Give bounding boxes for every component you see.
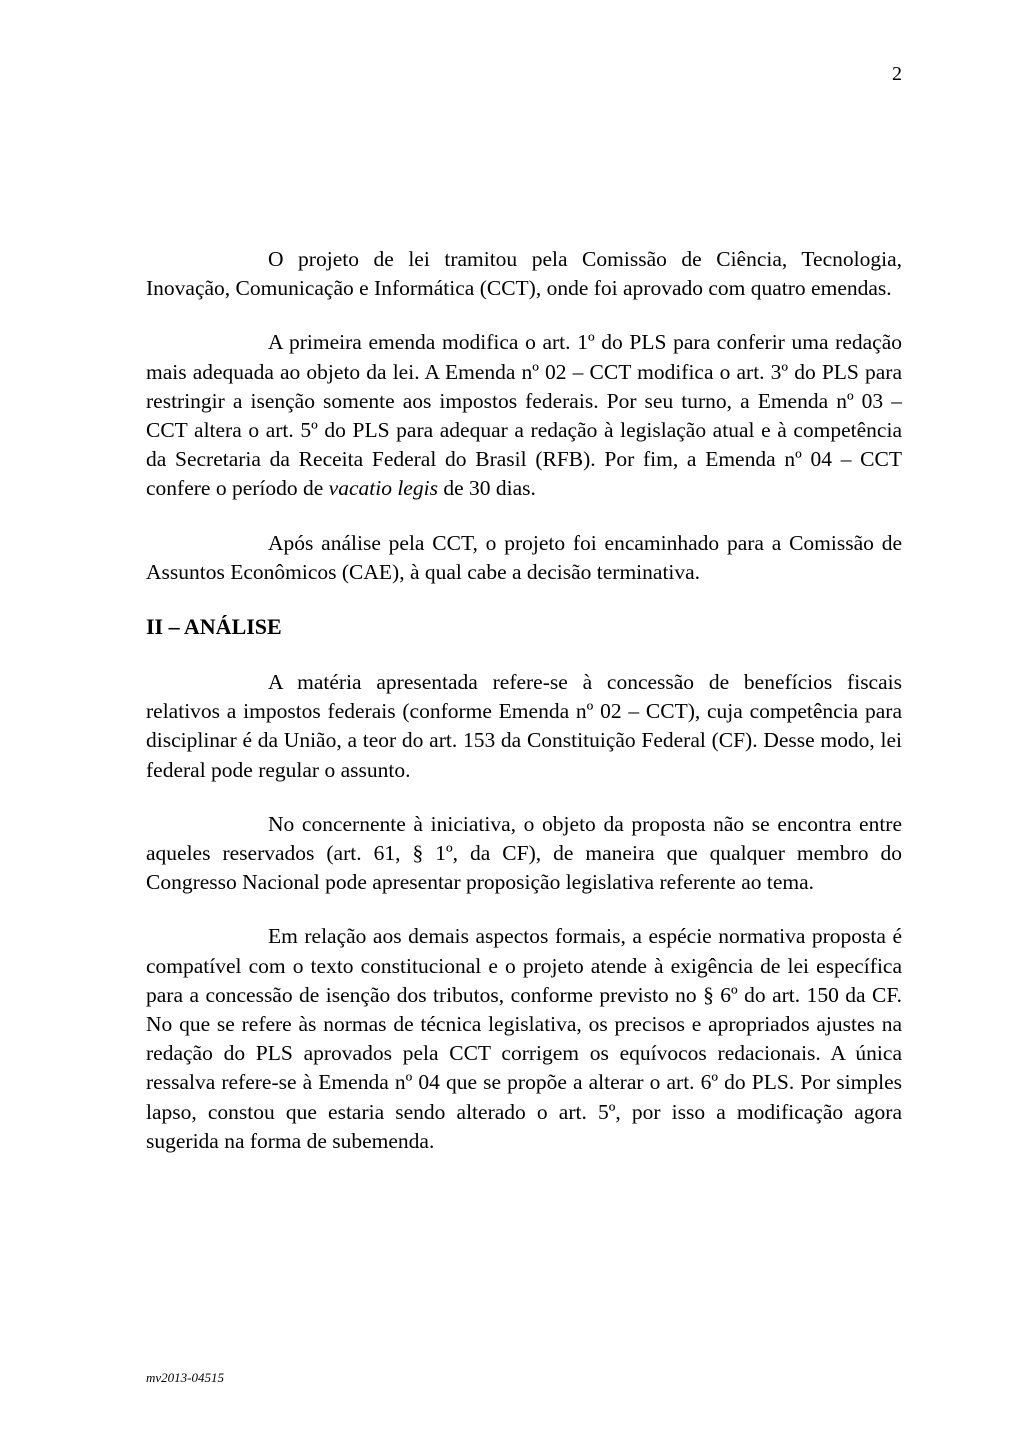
paragraph-tramitacao: O projeto de lei tramitou pela Comissão de Ciência, Tecnologia, Inovação, Comunicação e Informática (CCT), onde foi aprovado com quatro emendas.	[146, 247, 902, 301]
section-heading-analise: II – ANÁLISE	[146, 614, 282, 640]
document-code: mv2013-04515	[146, 1370, 224, 1385]
paragraph-emendas	[146, 328, 902, 503]
vacatio-legis-term: vacatio legis	[328, 476, 438, 501]
page-number: 2	[892, 63, 902, 85]
paragraph-cae: Após análise pela CCT, o projeto foi encaminhado para a Comissão de Assuntos Econômicos (CAE), à qual cabe a decisão terminativa.	[146, 530, 902, 584]
document-body	[146, 245, 902, 1181]
paragraph-iniciativa: No concernente à iniciativa, o objeto da proposta não se encontra entre aqueles reservados (art. 61, § 1º, da CF), de maneira que qualquer membro do Congresso Nacional pode apresentar proposição legislativa referente ao tema.	[146, 811, 902, 895]
paragraph-aspectos-formais: Em relação aos demais aspectos formais, a espécie normativa proposta é compatível com o texto constitucional e o projeto atende à exigência de lei específica para a concessão de isenção dos tributos, conforme previsto no § 6º do art. 150 da CF. No que se refere às normas de técnica legislativa, os precisos e apropriados ajustes na redação do PLS aprovados pela CCT corrigem os equívocos redacionais. A única ressalva refere-se à Emenda nº 04 que se propõe a alterar o art. 6º do PLS. Por simples lapso, constou que estaria sendo alterado o art. 5º, por isso a modificação agora sugerida na forma de subemenda.	[146, 924, 902, 1153]
paragraph-competencia: A matéria apresentada refere-se à concessão de benefícios fiscais relativos a impostos federais (conforme Emenda nº 02 – CCT), cuja competência para disciplinar é da União, a teor do art. 153 da Constituição Federal (CF). Desse modo, lei federal pode regular o assunto.	[146, 670, 902, 782]
paragraph-emendas-text: A primeira emenda modifica o art. 1º do PLS para conferir uma redação mais adequada ao objeto da lei. A Emenda nº 02 – CCT modifica o art. 3º do PLS para restringir a isenção somente aos impostos federais. Por seu turno, a Emenda nº 03 – CCT altera o art. 5º do PLS para adequar a redação à legislação atual e à competência da Secretaria da Receita Federal do Brasil (RFB). Por fim, a Emenda nº 04 – CCT confere o período de	[146, 330, 902, 501]
paragraph-emendas-end: de 30 dias.	[443, 476, 536, 501]
